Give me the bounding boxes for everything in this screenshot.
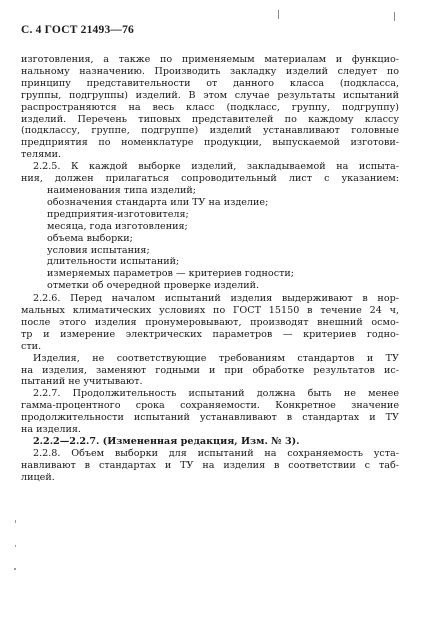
text-line: ния, должен прилагаться сопроводительный лист с указанием:	[21, 173, 399, 185]
text-line: на изделия.	[21, 424, 81, 436]
text-line: навливают в стандартах и ТУ на изделия в соответствии с таб-	[21, 459, 399, 471]
list-item: длительности испытаний;	[47, 256, 180, 268]
list-item: обозначения стандарта или ТУ на изделие;	[47, 196, 269, 208]
text-line: сти.	[21, 340, 42, 352]
page-header: С. 4 ГОСТ 21493—76	[21, 24, 134, 36]
text-line: гамма-процентного срока сохраняемости. Конкретное значение	[21, 400, 399, 412]
text-line: изделий. Перечень типовых представителей по каждому классу	[21, 113, 399, 125]
body-text	[21, 54, 399, 484]
scan-mark	[15, 545, 16, 547]
text-line: телями.	[21, 149, 62, 161]
list-item: отметки об очередной проверке изделий.	[47, 280, 260, 292]
text-line: мальных климатических условиях по ГОСТ 15150 в течение 24 ч,	[21, 305, 399, 317]
list-item: измеряемых параметров — критериев годности;	[47, 268, 294, 280]
text-line: лицей.	[21, 471, 55, 483]
text-line: продолжительности испытаний устанавливают в стандартах и ТУ	[21, 412, 399, 424]
list-item: месяца, года изготовления;	[47, 220, 188, 232]
text-line: 2.2.6. Перед началом испытаний изделия выдерживают в нор-	[33, 293, 399, 305]
amendment-note: 2.2.2—2.2.7. (Измененная редакция, Изм. № 3).	[33, 436, 300, 447]
text-line: (подклассу, группе, подгруппе) изделий устанавливают головные	[21, 125, 399, 137]
text-line: тр и измерение электрических параметров — критериев годно-	[21, 328, 399, 340]
text-line: изготовления, а также по применяемым материалам и функцио-	[21, 54, 399, 65]
text-line: на изделия, заменяют годными и при обработке результатов ис-	[21, 364, 399, 376]
scan-mark	[14, 568, 16, 570]
text-line: нальному назначению. Производить закладку изделий следует по	[21, 65, 399, 77]
text-line: группы, подгруппы) изделий. В этом случае результаты испытаний	[21, 89, 399, 101]
list-item: наименования типа изделий;	[47, 184, 197, 196]
text-line: 2.2.5. К каждой выборке изделий, закладываемой на испыта-	[33, 161, 399, 173]
list-item: объема выборки;	[47, 232, 133, 244]
text-line: распространяются на весь класс (подкласс, группу, подгруппу)	[21, 101, 399, 113]
scan-mark	[278, 10, 279, 19]
text-line: 2.2.8. Объем выборки для испытаний на сохраняемость уста-	[33, 447, 399, 459]
text-line: после этого изделия пронумеровывают, производят внешний осмо-	[21, 316, 399, 328]
text-line: принципу представительности от данного класса (подкласса,	[21, 77, 399, 89]
text-line: Изделия, не соответствующие требованиям стандартов и ТУ	[33, 352, 399, 364]
text-line: пытаний не учитывают.	[21, 376, 143, 388]
scan-mark	[15, 520, 16, 523]
text-line: предприятия по номенклатуре продукции, выпускаемой изготови-	[21, 137, 399, 149]
list-item: предприятия-изготовителя;	[47, 208, 189, 220]
scan-mark	[394, 12, 395, 21]
list-item: условия испытания;	[47, 244, 150, 256]
text-line: 2.2.7. Продолжительность испытаний должна быть не менее	[33, 388, 399, 400]
